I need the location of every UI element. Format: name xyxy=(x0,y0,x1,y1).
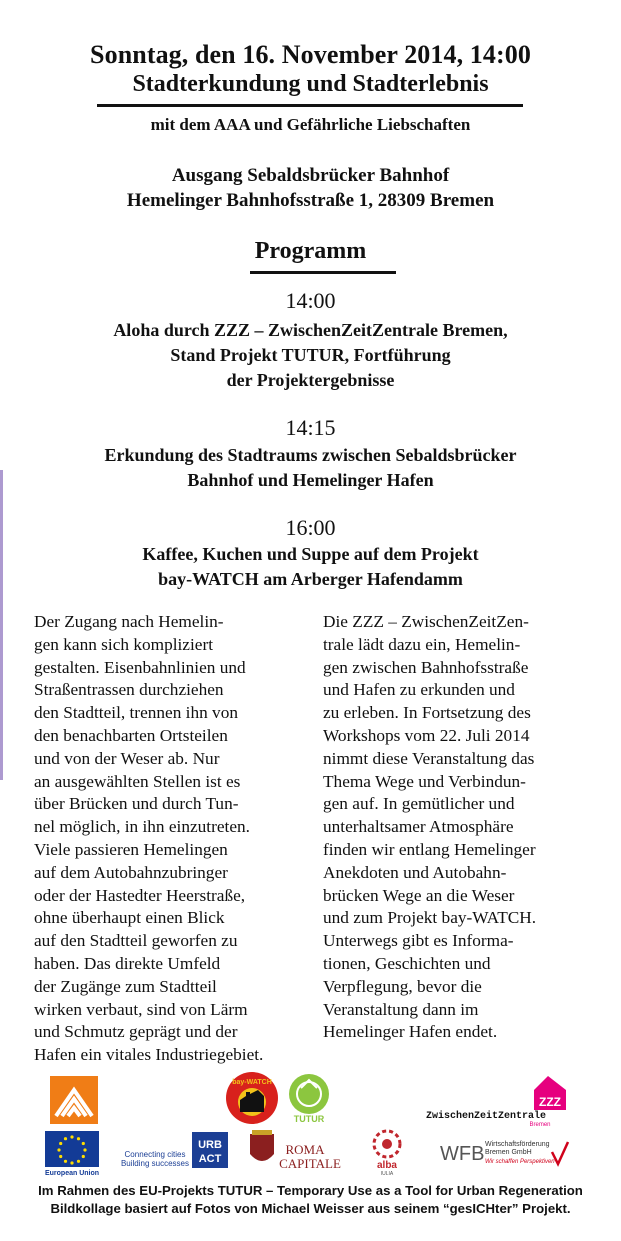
body-line: Hafen ein vitales Industriegebiet. xyxy=(34,1045,264,1065)
body-text-left-column xyxy=(34,611,304,1067)
title-divider xyxy=(97,104,523,107)
urbact-tagline-1: Connecting cities xyxy=(124,1150,186,1159)
organizers-line: mit dem AAA und Gefährliche Liebschaften xyxy=(150,115,471,134)
body-line: und Hafen zu erkunden und xyxy=(323,680,515,700)
urbact-tagline-2: Building successes xyxy=(120,1159,190,1168)
body-line: auf dem Autobahnzubringer xyxy=(34,862,228,882)
body-line: Unterwegs gibt es Informa- xyxy=(323,931,514,951)
body-line: Verpflegung, bevor die xyxy=(323,976,482,996)
wfb-name-1: Wirtschaftsförderung xyxy=(485,1141,550,1148)
body-line: und Schmutz geprägt und der xyxy=(34,1022,238,1042)
program-line: Bahnhof und Hemelinger Hafen xyxy=(187,470,434,490)
body-line: oder der Hastedter Heerstraße, xyxy=(34,885,246,905)
zzz-mark: ZZZ xyxy=(539,1095,561,1109)
urbact-logo xyxy=(121,1132,228,1168)
body-line: den benachbarten Ortsteilen xyxy=(34,725,228,745)
body-line: gen zwischen Bahnhofsstraße xyxy=(323,657,529,677)
body-line: haben. Das direkte Umfeld xyxy=(34,953,221,973)
body-line: Thema Wege und Verbindun- xyxy=(323,771,526,791)
body-line: gen kann sich kompliziert xyxy=(34,634,214,654)
body-line: brücken Wege an die Weser xyxy=(323,885,515,905)
baywatch-label: bay-WATCH xyxy=(232,1079,272,1086)
zzz-logo xyxy=(426,1076,566,1128)
program-line: Kaffee, Kuchen und Suppe auf dem Projekt xyxy=(142,544,479,564)
eu-label: European Union xyxy=(44,1170,100,1177)
urbact-mark-top: URB xyxy=(198,1139,222,1151)
body-line: gestalten. Eisenbahnlinien und xyxy=(34,657,246,677)
body-line: wirken verbaut, sind von Lärm xyxy=(34,999,248,1019)
urbact-mark-bottom: ACT xyxy=(198,1153,222,1165)
program-line: Erkundung des Stadtraums zwischen Sebaldsbrücker xyxy=(104,445,517,465)
body-line: der Zugänge zum Stadtteil xyxy=(34,976,217,996)
body-line: Der Zugang nach Hemelin- xyxy=(34,612,224,631)
body-text-right-column xyxy=(323,611,608,1044)
meeting-point-line-1: Ausgang Sebaldsbrücker Bahnhof xyxy=(171,165,450,186)
body-line: gen auf. In gemütlicher und xyxy=(323,794,515,814)
body-line: trale lädt dazu ein, Hemelin- xyxy=(323,634,521,654)
body-line: über Brücken und durch Tun- xyxy=(34,794,239,814)
body-line: Viele passieren Hemelingen xyxy=(34,839,228,859)
program-line: bay-WATCH am Arberger Hafendamm xyxy=(158,569,463,589)
aaa-logo xyxy=(50,1076,98,1124)
body-line: finden wir entlang Hemelinger xyxy=(323,839,536,859)
roma-capitale-logo xyxy=(250,1130,341,1171)
partner-logos xyxy=(0,1068,621,1180)
tutur-logo xyxy=(289,1074,329,1124)
body-line: an ausgewählten Stellen ist es xyxy=(34,771,241,791)
body-line: Veranstaltung dann im xyxy=(323,999,479,1019)
body-line: und zum Projekt bay-WATCH. xyxy=(323,908,537,928)
body-line: Anekdoten und Autobahn- xyxy=(323,862,507,882)
program-heading: Programm xyxy=(254,238,367,264)
body-line: nimmt diese Veranstaltung das xyxy=(323,748,535,768)
tutur-label: TUTUR xyxy=(293,1114,325,1124)
footer-project-line: Im Rahmen des EU-Projekts TUTUR – Temporary Use as a Tool for Urban Regeneration xyxy=(38,1183,583,1198)
meeting-point-line-2: Hemelinger Bahnhofsstraße 1, 28309 Bremen xyxy=(126,190,495,211)
body-line: den Stadtteil, trennen ihn von xyxy=(34,703,238,723)
body-line: ohne überhaupt einen Blick xyxy=(34,908,225,928)
program-divider xyxy=(250,271,396,274)
program-line: Aloha durch ZZZ – ZwischenZeitZentrale Bremen, xyxy=(113,320,508,340)
body-line: auf den Stadtteil geworfen zu xyxy=(34,931,238,951)
body-line: und von der Weser ab. Nur xyxy=(34,748,220,768)
wfb-mark: WFB xyxy=(440,1143,485,1165)
event-date-line: Sonntag, den 16. November 2014, 14:00 xyxy=(90,40,531,69)
wfb-slogan: Wir schaffen Perspektiven xyxy=(485,1159,555,1165)
body-line: Die ZZZ – ZwischenZeitZen- xyxy=(323,612,529,631)
eu-flag-logo xyxy=(45,1131,99,1177)
body-line: tionen, Geschichten und xyxy=(323,953,491,973)
baywatch-logo xyxy=(226,1072,278,1124)
wfb-name-2: Bremen GmbH xyxy=(485,1149,532,1156)
body-line: nel möglich, in ihn einzutreten. xyxy=(34,817,250,837)
alba-iulia-logo xyxy=(374,1131,400,1177)
alba-label: alba xyxy=(376,1160,398,1171)
roma-label-2: CAPITALE xyxy=(279,1156,341,1171)
body-line: Hemelinger Hafen endet. xyxy=(323,1022,498,1042)
program-time-1: 14:00 xyxy=(285,288,336,313)
footer-credit-line: Bildkollage basiert auf Fotos von Michael Weisser aus seinem “gesICHter” Projekt. xyxy=(50,1201,571,1216)
roma-label-1: ROMA xyxy=(285,1142,325,1157)
body-line: Straßentrassen durchziehen xyxy=(34,680,224,700)
alba-sub-label: IULIA xyxy=(380,1171,394,1177)
body-line: unterhaltsamer Atmosphäre xyxy=(323,817,514,837)
program-time-2: 14:15 xyxy=(285,415,336,440)
zzz-name: ZwischenZeitZentrale xyxy=(425,1111,547,1122)
program-time-3: 16:00 xyxy=(285,515,336,540)
body-line: zu erleben. In Fortsetzung des xyxy=(323,703,531,723)
zzz-city: Bremen xyxy=(529,1122,551,1128)
event-title: Stadterkundung und Stadterlebnis xyxy=(132,71,489,97)
program-line: Stand Projekt TUTUR, Fortführung xyxy=(170,345,451,365)
program-line: der Projektergebnisse xyxy=(226,370,395,390)
wfb-logo xyxy=(440,1141,568,1165)
body-line: Workshops vom 22. Juli 2014 xyxy=(323,725,530,745)
